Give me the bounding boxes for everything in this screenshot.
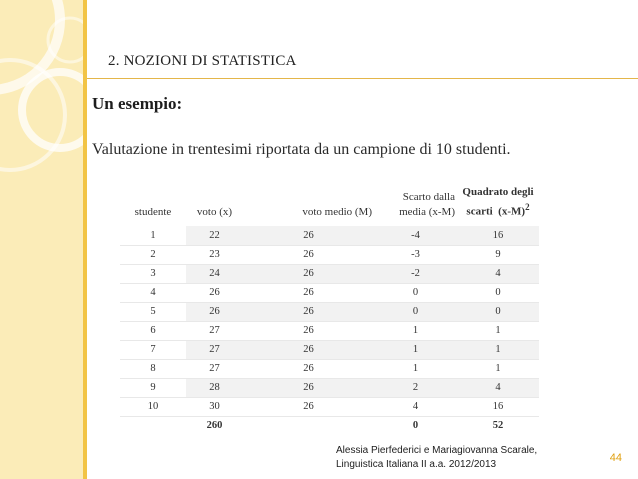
section-title: 2. NOZIONI DI STATISTICA xyxy=(108,53,297,69)
cell-scarto: -4 xyxy=(374,226,457,245)
table-row xyxy=(120,245,539,264)
page-number: 44 xyxy=(609,452,622,464)
cell-voto-medio: 26 xyxy=(243,283,374,302)
cell-quadrato: 1 xyxy=(457,359,539,378)
cell-studente: 1 xyxy=(120,226,186,245)
cell-scarto: 0 xyxy=(374,302,457,321)
cell-quadrato: 1 xyxy=(457,340,539,359)
cell-studente: 6 xyxy=(120,321,186,340)
cell-voto: 28 xyxy=(186,378,243,397)
cell-quadrato: 4 xyxy=(457,378,539,397)
decorative-sidebar xyxy=(0,0,83,479)
cell-voto: 27 xyxy=(186,340,243,359)
header-voto: voto (x) xyxy=(196,206,233,218)
cell-scarto: 1 xyxy=(374,340,457,359)
total-voto: 260 xyxy=(186,416,243,435)
cell-scarto: -3 xyxy=(374,245,457,264)
table-header-row xyxy=(120,170,539,226)
totals-row xyxy=(120,416,539,435)
title-divider xyxy=(87,78,638,79)
cell-voto-medio: 26 xyxy=(243,226,374,245)
header-quadrato-line2-wrap xyxy=(459,200,537,220)
cell-voto-medio: 26 xyxy=(243,359,374,378)
header-studente: studente xyxy=(134,206,172,218)
header-quadrato-line2: scarti (x-M) xyxy=(466,206,526,218)
table-row xyxy=(120,340,539,359)
cell-voto-medio: 26 xyxy=(243,245,374,264)
table-row xyxy=(120,378,539,397)
header-voto-medio: voto medio (M) xyxy=(302,206,372,218)
cell-voto-medio: 26 xyxy=(243,340,374,359)
cell-scarto: 1 xyxy=(374,359,457,378)
cell-quadrato: 4 xyxy=(457,264,539,283)
table-row xyxy=(120,397,539,416)
cell-scarto: 2 xyxy=(374,378,457,397)
cell-voto: 26 xyxy=(186,302,243,321)
sidebar-accent-stripe xyxy=(83,0,87,479)
cell-quadrato: 0 xyxy=(457,302,539,321)
cell-scarto: 0 xyxy=(374,283,457,302)
cell-studente: 8 xyxy=(120,359,186,378)
table-row xyxy=(120,283,539,302)
table-row xyxy=(120,321,539,340)
cell-studente: 7 xyxy=(120,340,186,359)
cell-scarto: 4 xyxy=(374,397,457,416)
header-quadrato xyxy=(457,170,539,226)
cell-quadrato: 9 xyxy=(457,245,539,264)
cell-voto: 27 xyxy=(186,321,243,340)
header-scarto-line2: media (x-M) xyxy=(399,206,455,218)
cell-voto-medio: 26 xyxy=(243,321,374,340)
cell-studente: 2 xyxy=(120,245,186,264)
cell-studente: 9 xyxy=(120,378,186,397)
cell-voto-medio: 26 xyxy=(243,397,374,416)
table-row xyxy=(120,264,539,283)
table-body xyxy=(120,226,539,416)
cell-scarto: -2 xyxy=(374,264,457,283)
credit-course: Linguistica Italiana II a.a. 2012/2013 xyxy=(336,459,497,470)
decorative-circles xyxy=(0,0,83,479)
totals-empty-cell xyxy=(243,416,374,435)
slide-heading: Un esempio: xyxy=(92,94,183,113)
total-quadrato: 52 xyxy=(457,416,539,435)
cell-studente: 4 xyxy=(120,283,186,302)
intro-text: Valutazione in trentesimi riportata da un campione di 10 studenti. xyxy=(92,141,511,158)
cell-voto-medio: 26 xyxy=(243,302,374,321)
cell-quadrato: 16 xyxy=(457,226,539,245)
table-row xyxy=(120,302,539,321)
cell-quadrato: 0 xyxy=(457,283,539,302)
cell-voto: 23 xyxy=(186,245,243,264)
cell-voto-medio: 26 xyxy=(243,264,374,283)
cell-quadrato: 16 xyxy=(457,397,539,416)
header-scarto xyxy=(374,170,457,226)
cell-voto: 30 xyxy=(186,397,243,416)
total-scarto: 0 xyxy=(374,416,457,435)
cell-voto: 26 xyxy=(186,283,243,302)
header-quadrato-line1: Quadrato degli xyxy=(462,186,534,199)
cell-voto: 24 xyxy=(186,264,243,283)
header-quadrato-exponent: 2 xyxy=(525,202,530,213)
cell-voto: 27 xyxy=(186,359,243,378)
statistics-table xyxy=(120,170,539,435)
cell-studente: 5 xyxy=(120,302,186,321)
totals-empty-cell xyxy=(120,416,186,435)
credit-authors: Alessia Pierfederici e Mariagiovanna Scarale, xyxy=(336,445,538,456)
cell-voto: 22 xyxy=(186,226,243,245)
table-row xyxy=(120,359,539,378)
cell-quadrato: 1 xyxy=(457,321,539,340)
cell-scarto: 1 xyxy=(374,321,457,340)
table-row xyxy=(120,226,539,245)
cell-studente: 3 xyxy=(120,264,186,283)
header-scarto-line1: Scarto dalla xyxy=(402,191,455,203)
cell-voto-medio: 26 xyxy=(243,378,374,397)
cell-studente: 10 xyxy=(120,397,186,416)
footer-credit xyxy=(336,444,537,472)
